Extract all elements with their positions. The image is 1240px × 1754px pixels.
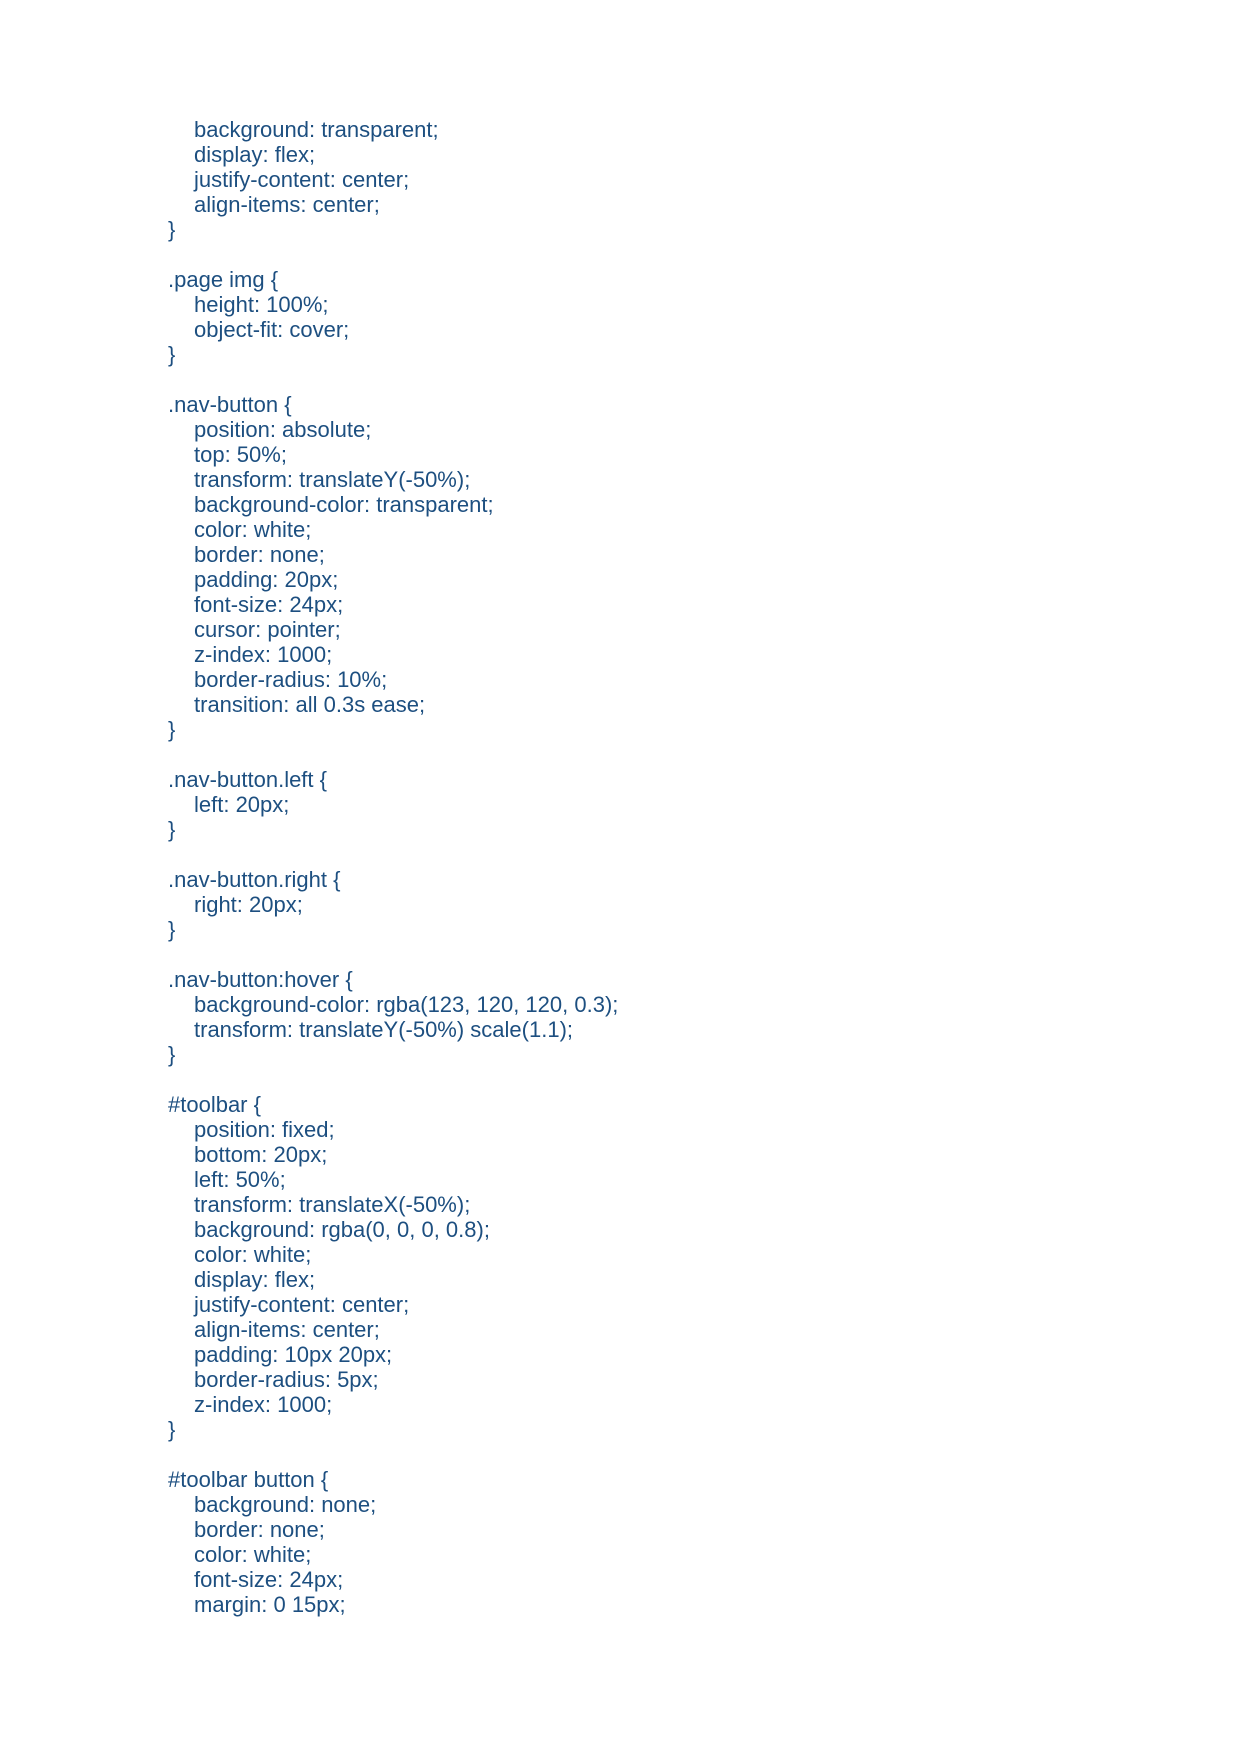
code-line: margin: 0 15px; bbox=[194, 1592, 346, 1617]
blank-line bbox=[168, 742, 618, 767]
code-line: left: 20px; bbox=[194, 792, 290, 817]
code-line: object-fit: cover; bbox=[194, 317, 350, 342]
code-line: .page img { bbox=[168, 267, 279, 292]
code-line: align-items: center; bbox=[194, 1317, 380, 1342]
code-line: justify-content: center; bbox=[194, 167, 410, 192]
code-line: cursor: pointer; bbox=[194, 617, 341, 642]
code-line: background-color: transparent; bbox=[194, 492, 494, 517]
code-line: #toolbar button { bbox=[168, 1467, 329, 1492]
code-line: color: white; bbox=[194, 517, 312, 542]
blank-line bbox=[168, 1442, 618, 1467]
code-line: .nav-button { bbox=[168, 392, 292, 417]
code-line: left: 50%; bbox=[194, 1167, 286, 1192]
code-line: transform: translateY(-50%); bbox=[194, 467, 471, 492]
code-line: height: 100%; bbox=[194, 292, 329, 317]
code-line: display: flex; bbox=[194, 142, 316, 167]
code-listing bbox=[168, 117, 618, 1617]
code-line: color: white; bbox=[194, 1242, 312, 1267]
code-line: } bbox=[168, 817, 176, 842]
code-line: align-items: center; bbox=[194, 192, 380, 217]
code-line: border-radius: 10%; bbox=[194, 667, 388, 692]
code-line: .nav-button:hover { bbox=[168, 967, 353, 992]
code-line: background: rgba(0, 0, 0, 0.8); bbox=[194, 1217, 490, 1242]
code-line: } bbox=[168, 1417, 176, 1442]
code-line: } bbox=[168, 717, 176, 742]
blank-line bbox=[168, 842, 618, 867]
code-line: } bbox=[168, 1042, 176, 1067]
code-line: transform: translateY(-50%) scale(1.1); bbox=[194, 1017, 574, 1042]
code-line: transition: all 0.3s ease; bbox=[194, 692, 426, 717]
code-line: padding: 10px 20px; bbox=[194, 1342, 393, 1367]
code-line: color: white; bbox=[194, 1542, 312, 1567]
code-line: z-index: 1000; bbox=[194, 642, 333, 667]
code-line: display: flex; bbox=[194, 1267, 316, 1292]
code-line: font-size: 24px; bbox=[194, 1567, 344, 1592]
blank-line bbox=[168, 942, 618, 967]
code-line: right: 20px; bbox=[194, 892, 303, 917]
code-line: background: none; bbox=[194, 1492, 377, 1517]
code-line: transform: translateX(-50%); bbox=[194, 1192, 471, 1217]
code-line: .nav-button.left { bbox=[168, 767, 327, 792]
blank-line bbox=[168, 242, 618, 267]
code-line: } bbox=[168, 917, 176, 942]
code-line: padding: 20px; bbox=[194, 567, 339, 592]
code-line: position: fixed; bbox=[194, 1117, 335, 1142]
code-line: z-index: 1000; bbox=[194, 1392, 333, 1417]
code-line: background-color: rgba(123, 120, 120, 0.3); bbox=[194, 992, 619, 1017]
code-line: justify-content: center; bbox=[194, 1292, 410, 1317]
code-line: border: none; bbox=[194, 542, 325, 567]
code-line: bottom: 20px; bbox=[194, 1142, 328, 1167]
code-line: .nav-button.right { bbox=[168, 867, 341, 892]
code-line: top: 50%; bbox=[194, 442, 287, 467]
blank-line bbox=[168, 367, 618, 392]
code-line: position: absolute; bbox=[194, 417, 372, 442]
code-line: } bbox=[168, 342, 176, 367]
blank-line bbox=[168, 1067, 618, 1092]
code-line: #toolbar { bbox=[168, 1092, 261, 1117]
code-line: border: none; bbox=[194, 1517, 325, 1542]
code-line: } bbox=[168, 217, 176, 242]
code-line: background: transparent; bbox=[194, 117, 439, 142]
code-line: font-size: 24px; bbox=[194, 592, 344, 617]
code-line: border-radius: 5px; bbox=[194, 1367, 379, 1392]
